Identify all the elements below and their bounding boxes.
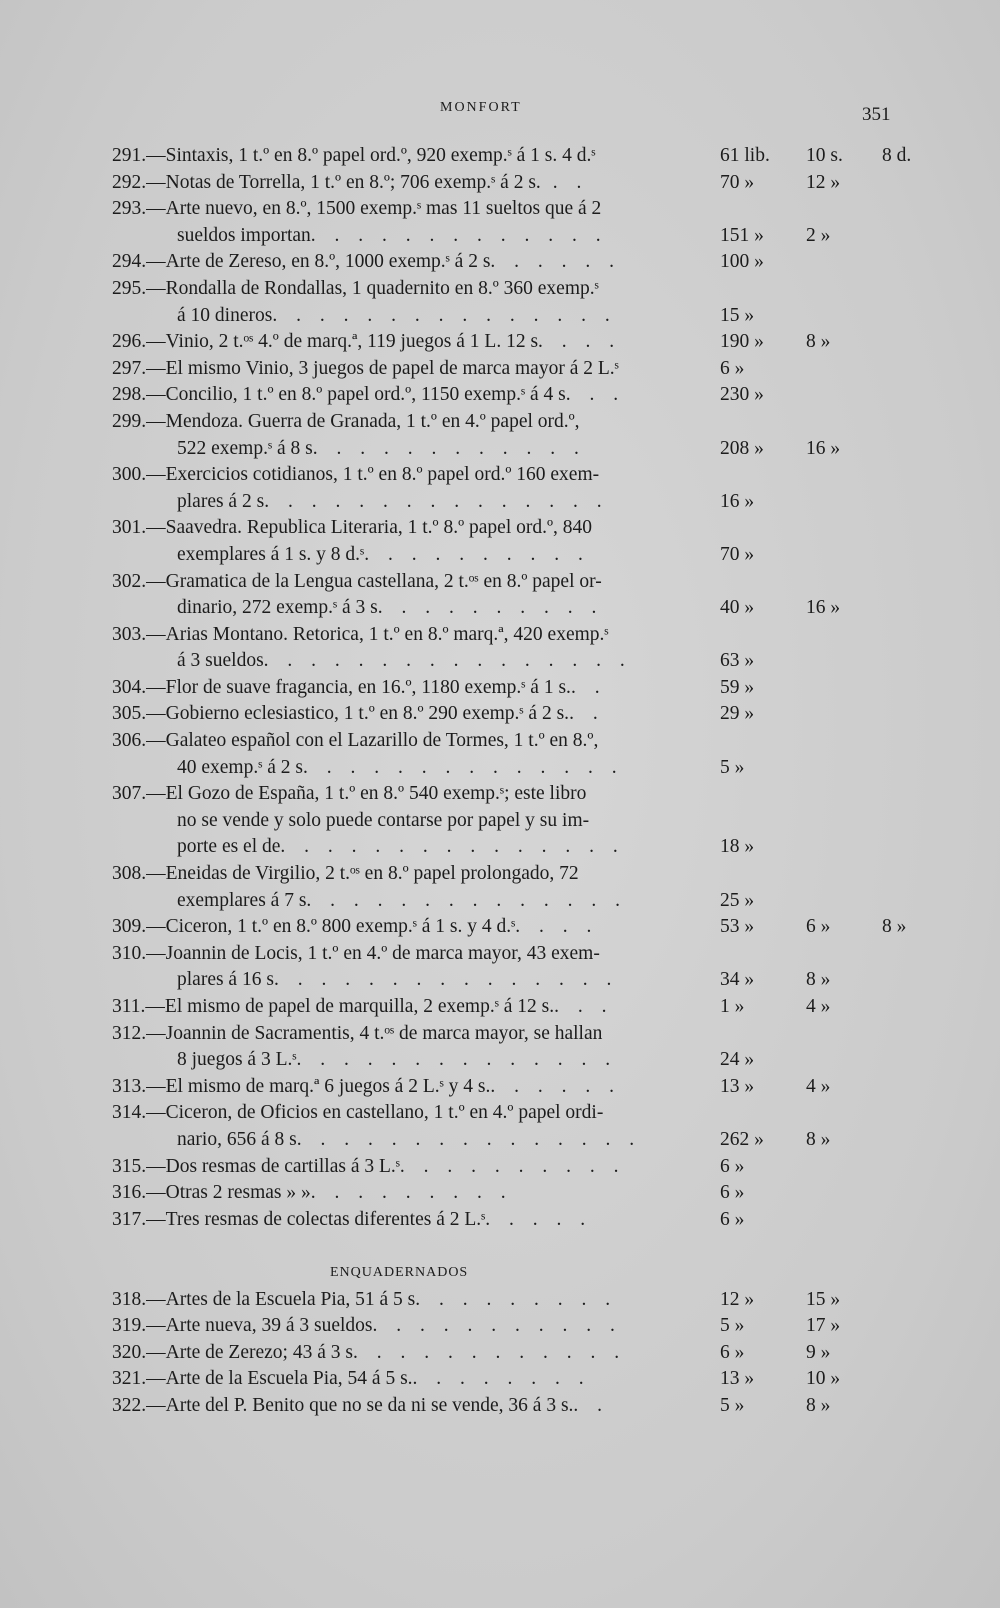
- entry-description: 522 exemp.ˢ á 8 s: [177, 437, 313, 459]
- entry-text: [112, 1366, 591, 1393]
- leader-dots: . . . . . . . . . . . . . . .: [264, 490, 609, 512]
- entry-line: [0, 1074, 1000, 1101]
- leader-dots: . . . . . . . . . . . . . .: [303, 756, 624, 778]
- amount-libras: 15 »: [720, 304, 755, 326]
- entry-line: [0, 781, 1000, 808]
- entry-line: [0, 701, 1000, 728]
- amount-libras: 190 »: [720, 331, 764, 353]
- amount-libras: 25 »: [720, 889, 755, 911]
- entry-text: [177, 303, 617, 330]
- entry-description: 298.—Concilio, 1 t.º en 8.º papel ord.º, 1150 exemp.ˢ á 4 s: [112, 384, 566, 406]
- entry-text: [112, 1287, 617, 1314]
- entry-description: plares á 16 s: [177, 969, 274, 991]
- entry-text: [112, 1313, 622, 1340]
- amount-libras: 70 »: [720, 543, 755, 565]
- leader-dots: . . . . . . . . . .: [364, 543, 590, 565]
- entry-description: 315.—Dos resmas de cartillas á 3 L.ˢ: [112, 1155, 400, 1177]
- entry-description: 321.—Arte de la Escuela Pia, 54 á 5 s.: [112, 1368, 413, 1390]
- section-heading: ENQUADERNADOS: [330, 1264, 469, 1280]
- entry-line: [0, 196, 1000, 223]
- entry-text: [112, 462, 599, 489]
- leader-dots: . . . .: [515, 916, 599, 938]
- entry-text: [112, 781, 586, 808]
- amount-libras: 16 »: [720, 490, 755, 512]
- amount-sueldos: 12 »: [806, 171, 841, 193]
- amount-libras: 1 »: [720, 996, 745, 1017]
- leader-dots: . .: [540, 171, 589, 193]
- amount-libras: 6 »: [720, 1155, 745, 1177]
- entry-description: porte es el de: [177, 836, 281, 858]
- entry-line: [0, 622, 1000, 649]
- entry-description: 299.—Mendoza. Guerra de Granada, 1 t.º en 4.º papel ord.º,: [112, 410, 580, 432]
- entry-description: 296.—Vinio, 2 t.ᵒˢ 4.º de marq.ª, 119 juegos á 1 L. 12 s: [112, 331, 539, 353]
- entry-text: [112, 356, 619, 383]
- entry-description: 306.—Galateo español con el Lazarillo de Tormes, 1 t.º en 8.º,: [112, 730, 599, 752]
- amount-libras: 208 »: [720, 437, 764, 459]
- entry-text: [112, 861, 579, 888]
- amount-sueldos: 16 »: [806, 437, 841, 459]
- entry-line: [0, 489, 1000, 516]
- entry-description: 303.—Arias Montano. Retorica, 1 t.º en 8.º marq.ª, 420 exemp.ˢ: [112, 623, 609, 645]
- amount-sueldos: 15 »: [806, 1288, 841, 1310]
- amount-sueldos: 17 »: [806, 1315, 841, 1337]
- leader-dots: . . . . . .: [490, 251, 622, 273]
- amount-libras: 5 »: [720, 1315, 745, 1337]
- entry-description: á 3 sueldos: [177, 650, 264, 672]
- amount-sueldos: 8 »: [806, 1394, 831, 1416]
- entry-description: 309.—Ciceron, 1 t.º en 8.º 800 exemp.ˢ á 1 s. y 4 d.ˢ: [112, 916, 516, 938]
- amount-libras: 230 »: [720, 384, 764, 406]
- entry-text: [177, 834, 625, 861]
- leader-dots: . .: [573, 1394, 610, 1416]
- entry-text: [112, 170, 588, 197]
- leader-dots: . . . . . . . . . . . . . .: [296, 1049, 618, 1071]
- leader-dots: . . . . . . . . . . .: [372, 1315, 622, 1337]
- entry-line: [0, 1340, 1000, 1367]
- entry-text: [112, 196, 601, 223]
- entry-line: [0, 276, 1000, 303]
- entry-text: [177, 595, 603, 622]
- entry-description: dinario, 272 exemp.ˢ á 3 s: [177, 597, 378, 619]
- entry-text: [177, 436, 586, 463]
- entry-description: 305.—Gobierno eclesiastico, 1 t.º en 8.º 290 exemp.ˢ á 2 s.: [112, 703, 570, 725]
- entry-line: [0, 834, 1000, 861]
- amount-libras: 262 »: [720, 1128, 764, 1150]
- leader-dots: . . . . . . . . . . . . . . .: [272, 304, 617, 326]
- entry-text: [112, 515, 592, 542]
- entry-description: 322.—Arte del P. Benito que no se da ni se vende, 36 á 3 s.: [112, 1394, 574, 1416]
- leader-dots: . . . . . . . . .: [415, 1288, 618, 1310]
- amount-libras: 100 »: [720, 251, 764, 273]
- entry-line: [0, 143, 1000, 170]
- amount-libras: 63 »: [720, 650, 755, 672]
- entry-description: exemplares á 7 s: [177, 889, 307, 911]
- leader-dots: . . . . .: [485, 1208, 593, 1230]
- entry-line: [0, 861, 1000, 888]
- entry-text: [112, 1207, 592, 1234]
- entry-text: [177, 223, 608, 250]
- amount-libras: 13 »: [720, 1075, 755, 1097]
- amount-dineros: 8 d.: [882, 145, 912, 166]
- entry-description: 291.—Sintaxis, 1 t.º en 8.º papel ord.º, 920 exemp.ˢ á 1 s. 4 d.ˢ: [112, 145, 596, 166]
- entry-line: [0, 303, 1000, 330]
- entry-description: 310.—Joannin de Locis, 1 t.º en 4.º de marca mayor, 43 exem-: [112, 942, 600, 964]
- amount-libras: 13 »: [720, 1368, 755, 1390]
- entry-text: [112, 728, 598, 755]
- entry-text: [177, 808, 589, 835]
- entry-line: [0, 675, 1000, 702]
- entry-line: [0, 249, 1000, 276]
- entry-description: 313.—El mismo de marq.ª 6 juegos á 2 L.ˢ y 4 s.: [112, 1075, 491, 1097]
- entry-line: [0, 1021, 1000, 1048]
- amount-libras: 61 lib.: [720, 145, 770, 166]
- amount-libras: 6 »: [720, 1341, 745, 1363]
- amount-libras: 12 »: [720, 1288, 755, 1310]
- amount-libras: 6 »: [720, 1182, 745, 1204]
- leader-dots: . . .: [565, 384, 626, 406]
- entry-description: 295.—Rondalla de Rondallas, 1 quadernito en 8.º 360 exemp.ˢ: [112, 277, 599, 299]
- entry-description: no se vende y solo puede contarse por papel y su im-: [177, 809, 590, 831]
- inventory-list: [0, 143, 1000, 1420]
- entry-text: [177, 967, 618, 994]
- entry-text: [112, 382, 625, 409]
- amount-libras: 18 »: [720, 836, 755, 858]
- leader-dots: . .: [569, 703, 605, 725]
- entry-line: [0, 1047, 1000, 1074]
- amount-sueldos: 4 »: [806, 996, 831, 1017]
- leader-dots: . . . . . . . . . . . .: [352, 1341, 627, 1363]
- amount-libras: 29 »: [720, 703, 755, 725]
- entry-description: 311.—El mismo de papel de marquilla, 2 exemp.ˢ á 12 s.: [112, 996, 555, 1017]
- entry-description: 319.—Arte nueva, 39 á 3 sueldos: [112, 1315, 373, 1337]
- entry-line: [0, 994, 1000, 1021]
- entry-line: [0, 436, 1000, 463]
- entry-line: [0, 329, 1000, 356]
- entry-line: [0, 1180, 1000, 1207]
- section-spacer: [0, 1233, 1000, 1260]
- entry-line: [0, 409, 1000, 436]
- entry-line: [0, 1207, 1000, 1234]
- entry-line: [0, 728, 1000, 755]
- amount-libras: 5 »: [720, 1394, 745, 1416]
- entry-line: [0, 515, 1000, 542]
- entry-description: 320.—Arte de Zerezo; 43 á 3 s: [112, 1341, 353, 1363]
- entry-text: [112, 409, 580, 436]
- entry-line: [0, 1287, 1000, 1314]
- entry-line: [0, 595, 1000, 622]
- leader-dots: . . . . . . . . . . . .: [312, 437, 586, 459]
- entry-description: 297.—El mismo Vinio, 3 juegos de papel de marca mayor á 2 L.ˢ: [112, 357, 619, 379]
- entry-line: [0, 382, 1000, 409]
- entry-text: [112, 941, 600, 968]
- amount-libras: 34 »: [720, 969, 755, 991]
- entry-description: 293.—Arte nuevo, en 8.º, 1500 exemp.ˢ mas 11 sueltos que á 2: [112, 198, 602, 220]
- amount-libras: 6 »: [720, 357, 745, 379]
- entry-text: [112, 622, 609, 649]
- entry-text: [112, 1340, 626, 1367]
- amount-sueldos: 8 »: [806, 969, 831, 991]
- entry-description: 318.—Artes de la Escuela Pia, 51 á 5 s: [112, 1288, 416, 1310]
- amount-sueldos: 4 »: [806, 1075, 831, 1097]
- amount-sueldos: 2 »: [806, 224, 831, 246]
- entry-line: [0, 542, 1000, 569]
- leader-dots: . . . . . . . . . . . . . . .: [280, 836, 625, 858]
- entry-line: [0, 1313, 1000, 1340]
- entry-description: 316.—Otras 2 resmas » »: [112, 1182, 311, 1204]
- entry-description: 308.—Eneidas de Virgilio, 2 t.ᵒˢ en 8.º papel prolongado, 72: [112, 863, 579, 885]
- amount-sueldos: 6 »: [806, 916, 831, 938]
- entry-description: 8 juegos á 3 L.ˢ: [177, 1049, 297, 1071]
- entry-description: á 10 dineros: [177, 304, 273, 326]
- leader-dots: . . . . . . . . . . . . . . .: [273, 969, 619, 991]
- entry-line: [0, 1393, 1000, 1420]
- amount-libras: 5 »: [720, 756, 745, 778]
- leader-dots: . . . . . . . . . .: [399, 1155, 626, 1177]
- leader-dots: . .: [570, 676, 607, 698]
- entry-line: [0, 1154, 1000, 1181]
- entry-text: [112, 329, 621, 356]
- amount-sueldos: 10 »: [806, 1368, 841, 1390]
- entry-line: [0, 170, 1000, 197]
- amount-sueldos: 8 »: [806, 331, 831, 353]
- entry-line: [0, 648, 1000, 675]
- entry-text: [177, 1127, 641, 1154]
- amount-libras: 6 »: [720, 1208, 745, 1230]
- entry-line: [0, 1100, 1000, 1127]
- entry-description: nario, 656 á 8 s: [177, 1128, 297, 1150]
- amount-sueldos: 9 »: [806, 1341, 831, 1363]
- amount-sueldos: 10 s.: [806, 145, 843, 166]
- entry-description: 294.—Arte de Zereso, en 8.º, 1000 exemp.ˢ á 2 s: [112, 251, 491, 273]
- amount-libras: 70 »: [720, 171, 755, 193]
- entry-text: [112, 914, 598, 941]
- entry-line: [0, 462, 1000, 489]
- entry-text: [177, 1047, 617, 1074]
- entry-line: [0, 914, 1000, 941]
- amount-sueldos: 8 »: [806, 1128, 831, 1150]
- running-header: [0, 100, 1000, 130]
- entry-description: 292.—Notas de Torrella, 1 t.º en 8.º; 706 exemp.ˢ á 2 s.: [112, 171, 541, 193]
- amount-libras: 24 »: [720, 1049, 755, 1071]
- entry-description: 304.—Flor de suave fragancia, en 16.º, 1180 exemp.ˢ á 1 s.: [112, 676, 571, 698]
- entry-text: [112, 569, 602, 596]
- entry-line: [0, 223, 1000, 250]
- entry-description: 314.—Ciceron, de Oficios en castellano, 1 t.º en 4.º papel ordi-: [112, 1102, 604, 1124]
- leader-dots: . . . . . . . . .: [310, 1182, 513, 1204]
- page-number: 351: [862, 104, 891, 125]
- entry-text: [112, 143, 596, 170]
- entry-description: sueldos importan: [177, 224, 311, 246]
- leader-dots: . . . . . . . . . . . . . . . .: [263, 650, 632, 672]
- entry-text: [112, 1393, 609, 1420]
- entry-text: [177, 489, 609, 516]
- entry-description: 312.—Joannin de Sacramentis, 4 t.ᵒˢ de marca mayor, se hallan: [112, 1022, 603, 1044]
- entry-line: [0, 755, 1000, 782]
- entry-text: [177, 542, 590, 569]
- entry-text: [112, 701, 605, 728]
- entry-text: [112, 1180, 513, 1207]
- entry-text: [112, 276, 599, 303]
- entry-line: [0, 941, 1000, 968]
- leader-dots: . . . . . .: [490, 1075, 621, 1097]
- entry-text: [177, 888, 627, 915]
- leader-dots: . . . .: [538, 331, 622, 353]
- entry-description: 40 exemp.ˢ á 2 s: [177, 756, 303, 778]
- leader-dots: . . . . . . . . . . . . . . .: [296, 1128, 642, 1150]
- entry-description: 300.—Exercicios cotidianos, 1 t.º en 8.º papel ord.º 160 exem-: [112, 464, 600, 486]
- entry-text: [177, 648, 632, 675]
- entry-text: [112, 249, 621, 276]
- amount-libras: 151 »: [720, 224, 764, 246]
- entry-line: [0, 569, 1000, 596]
- entry-text: [112, 1154, 626, 1181]
- entry-description: 317.—Tres resmas de colectas diferentes á 2 L.ˢ: [112, 1208, 486, 1230]
- entry-description: 301.—Saavedra. Republica Literaria, 1 t.º 8.º papel ord.º, 840: [112, 517, 593, 539]
- entry-line: [0, 808, 1000, 835]
- entry-description: 302.—Gramatica de la Lengua castellana, 2 t.ᵒˢ en 8.º papel or-: [112, 570, 602, 592]
- entry-line: [0, 1366, 1000, 1393]
- section-heading-line: [0, 1260, 1000, 1287]
- entry-line: [0, 888, 1000, 915]
- amount-libras: 53 »: [720, 916, 755, 938]
- entry-line: [0, 356, 1000, 383]
- leader-dots: . . . . . . . . . . . . . .: [306, 889, 628, 911]
- entry-text: [112, 675, 607, 702]
- leader-dots: . . . . . . . .: [412, 1368, 591, 1390]
- entry-text: [112, 1074, 621, 1101]
- amount-libras: 59 »: [720, 676, 755, 698]
- amount-libras: 40 »: [720, 597, 755, 619]
- entry-line: [0, 1127, 1000, 1154]
- entry-description: plares á 2 s: [177, 490, 265, 512]
- amount-dineros: 8 »: [882, 916, 907, 938]
- leader-dots: . . . . . . . . . . . . .: [310, 224, 608, 246]
- leader-dots: . . .: [554, 996, 614, 1017]
- entry-text: [112, 1021, 602, 1048]
- entry-text: [177, 755, 624, 782]
- running-title: MONFORT: [440, 100, 522, 115]
- entry-description: 307.—El Gozo de España, 1 t.º en 8.º 540 exemp.ˢ; este libro: [112, 783, 587, 805]
- entry-text: [112, 994, 613, 1021]
- entry-line: [0, 967, 1000, 994]
- amount-sueldos: 16 »: [806, 597, 841, 619]
- leader-dots: . . . . . . . . . .: [377, 597, 604, 619]
- entry-text: [112, 1100, 603, 1127]
- entry-description: exemplares á 1 s. y 8 d.ˢ: [177, 543, 365, 565]
